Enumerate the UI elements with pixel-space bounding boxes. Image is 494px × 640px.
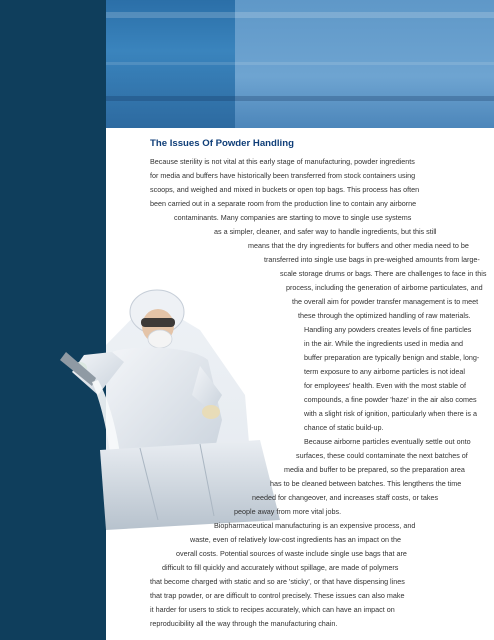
body-text-line: for employees' health. Even with the most stable of (304, 381, 466, 390)
body-text-line: that become charged with static and so are 'sticky', or that have dispensing lines (150, 577, 405, 586)
body-text-line: scoops, and weighed and mixed in buckets or open top bags. This process has often (150, 185, 420, 194)
body-text-line: scale storage drums or bags. There are challenges to face in this (280, 269, 487, 278)
article-heading: The Issues Of Powder Handling (150, 138, 294, 149)
body-text-line: overall costs. Potential sources of waste include single use bags that are (176, 549, 407, 558)
body-text-line: has to be cleaned between batches. This lengthens the time (270, 479, 462, 488)
body-text-line: Handling any powders creates levels of fine particles (304, 325, 472, 334)
body-text-line: these through the optimized handling of raw materials. (298, 311, 471, 320)
body-text-line: in the air. While the ingredients used in media and (304, 339, 464, 348)
body-text-line: as a simpler, cleaner, and safer way to handle ingredients, but this still (214, 227, 437, 236)
body-text-line: buffer preparation are typically benign and stable, long- (304, 353, 480, 362)
body-text-line: for media and buffers have historically been transferred from stock containers using (150, 171, 416, 180)
body-text-line: waste, even of relatively low-cost ingredients has an impact on the (190, 535, 401, 544)
body-text-line: term exposure to any airborne particles is not ideal (304, 367, 466, 376)
body-text-line: been carried out in a separate room from the production line to contain any airborne (150, 199, 417, 208)
body-text-line: it harder for users to stick to recipes accurately, which can have an impact on (150, 605, 395, 614)
body-text-line: that trap powder, or are difficult to control precisely. These issues can also make (150, 591, 405, 600)
body-text-line: surfaces, these could contaminate the next batches of (296, 451, 468, 460)
body-text-line: the overall aim for powder transfer management is to meet (292, 297, 479, 306)
body-text-line: media and buffer to be prepared, so the preparation area (284, 465, 465, 474)
body-text-line: with a slight risk of ignition, particularly when there is a (304, 409, 477, 418)
body-text-line: Because sterility is not vital at this early stage of manufacturing, powder ingredients (150, 157, 415, 166)
body-text-line: people away from more vital jobs. (234, 507, 342, 516)
body-text-line: transferred into single use bags in pre-weighed amounts from large- (264, 255, 480, 264)
body-text-line: contaminants. Many companies are starting to move to single use systems (174, 213, 412, 222)
body-text-line: compounds, a fine powder 'haze' in the air also comes (304, 395, 477, 404)
body-text-line: Because airborne particles eventually settle out onto (304, 437, 471, 446)
body-text-line: reproducibility all the way through the manufacturing chain. (150, 619, 338, 628)
body-text-line: needed for changeover, and increases staff costs, or takes (252, 493, 439, 502)
body-text-line: process, including the generation of airborne particulates, and (286, 283, 483, 292)
body-text-line: chance of static build-up. (304, 423, 384, 432)
body-text-line: Biopharmaceutical manufacturing is an expensive process, and (214, 521, 416, 530)
body-text-line: means that the dry ingredients for buffers and other media need to be (248, 241, 469, 250)
body-text-line: difficult to fill quickly and accurately without spillage, are made of polymers (162, 563, 399, 572)
